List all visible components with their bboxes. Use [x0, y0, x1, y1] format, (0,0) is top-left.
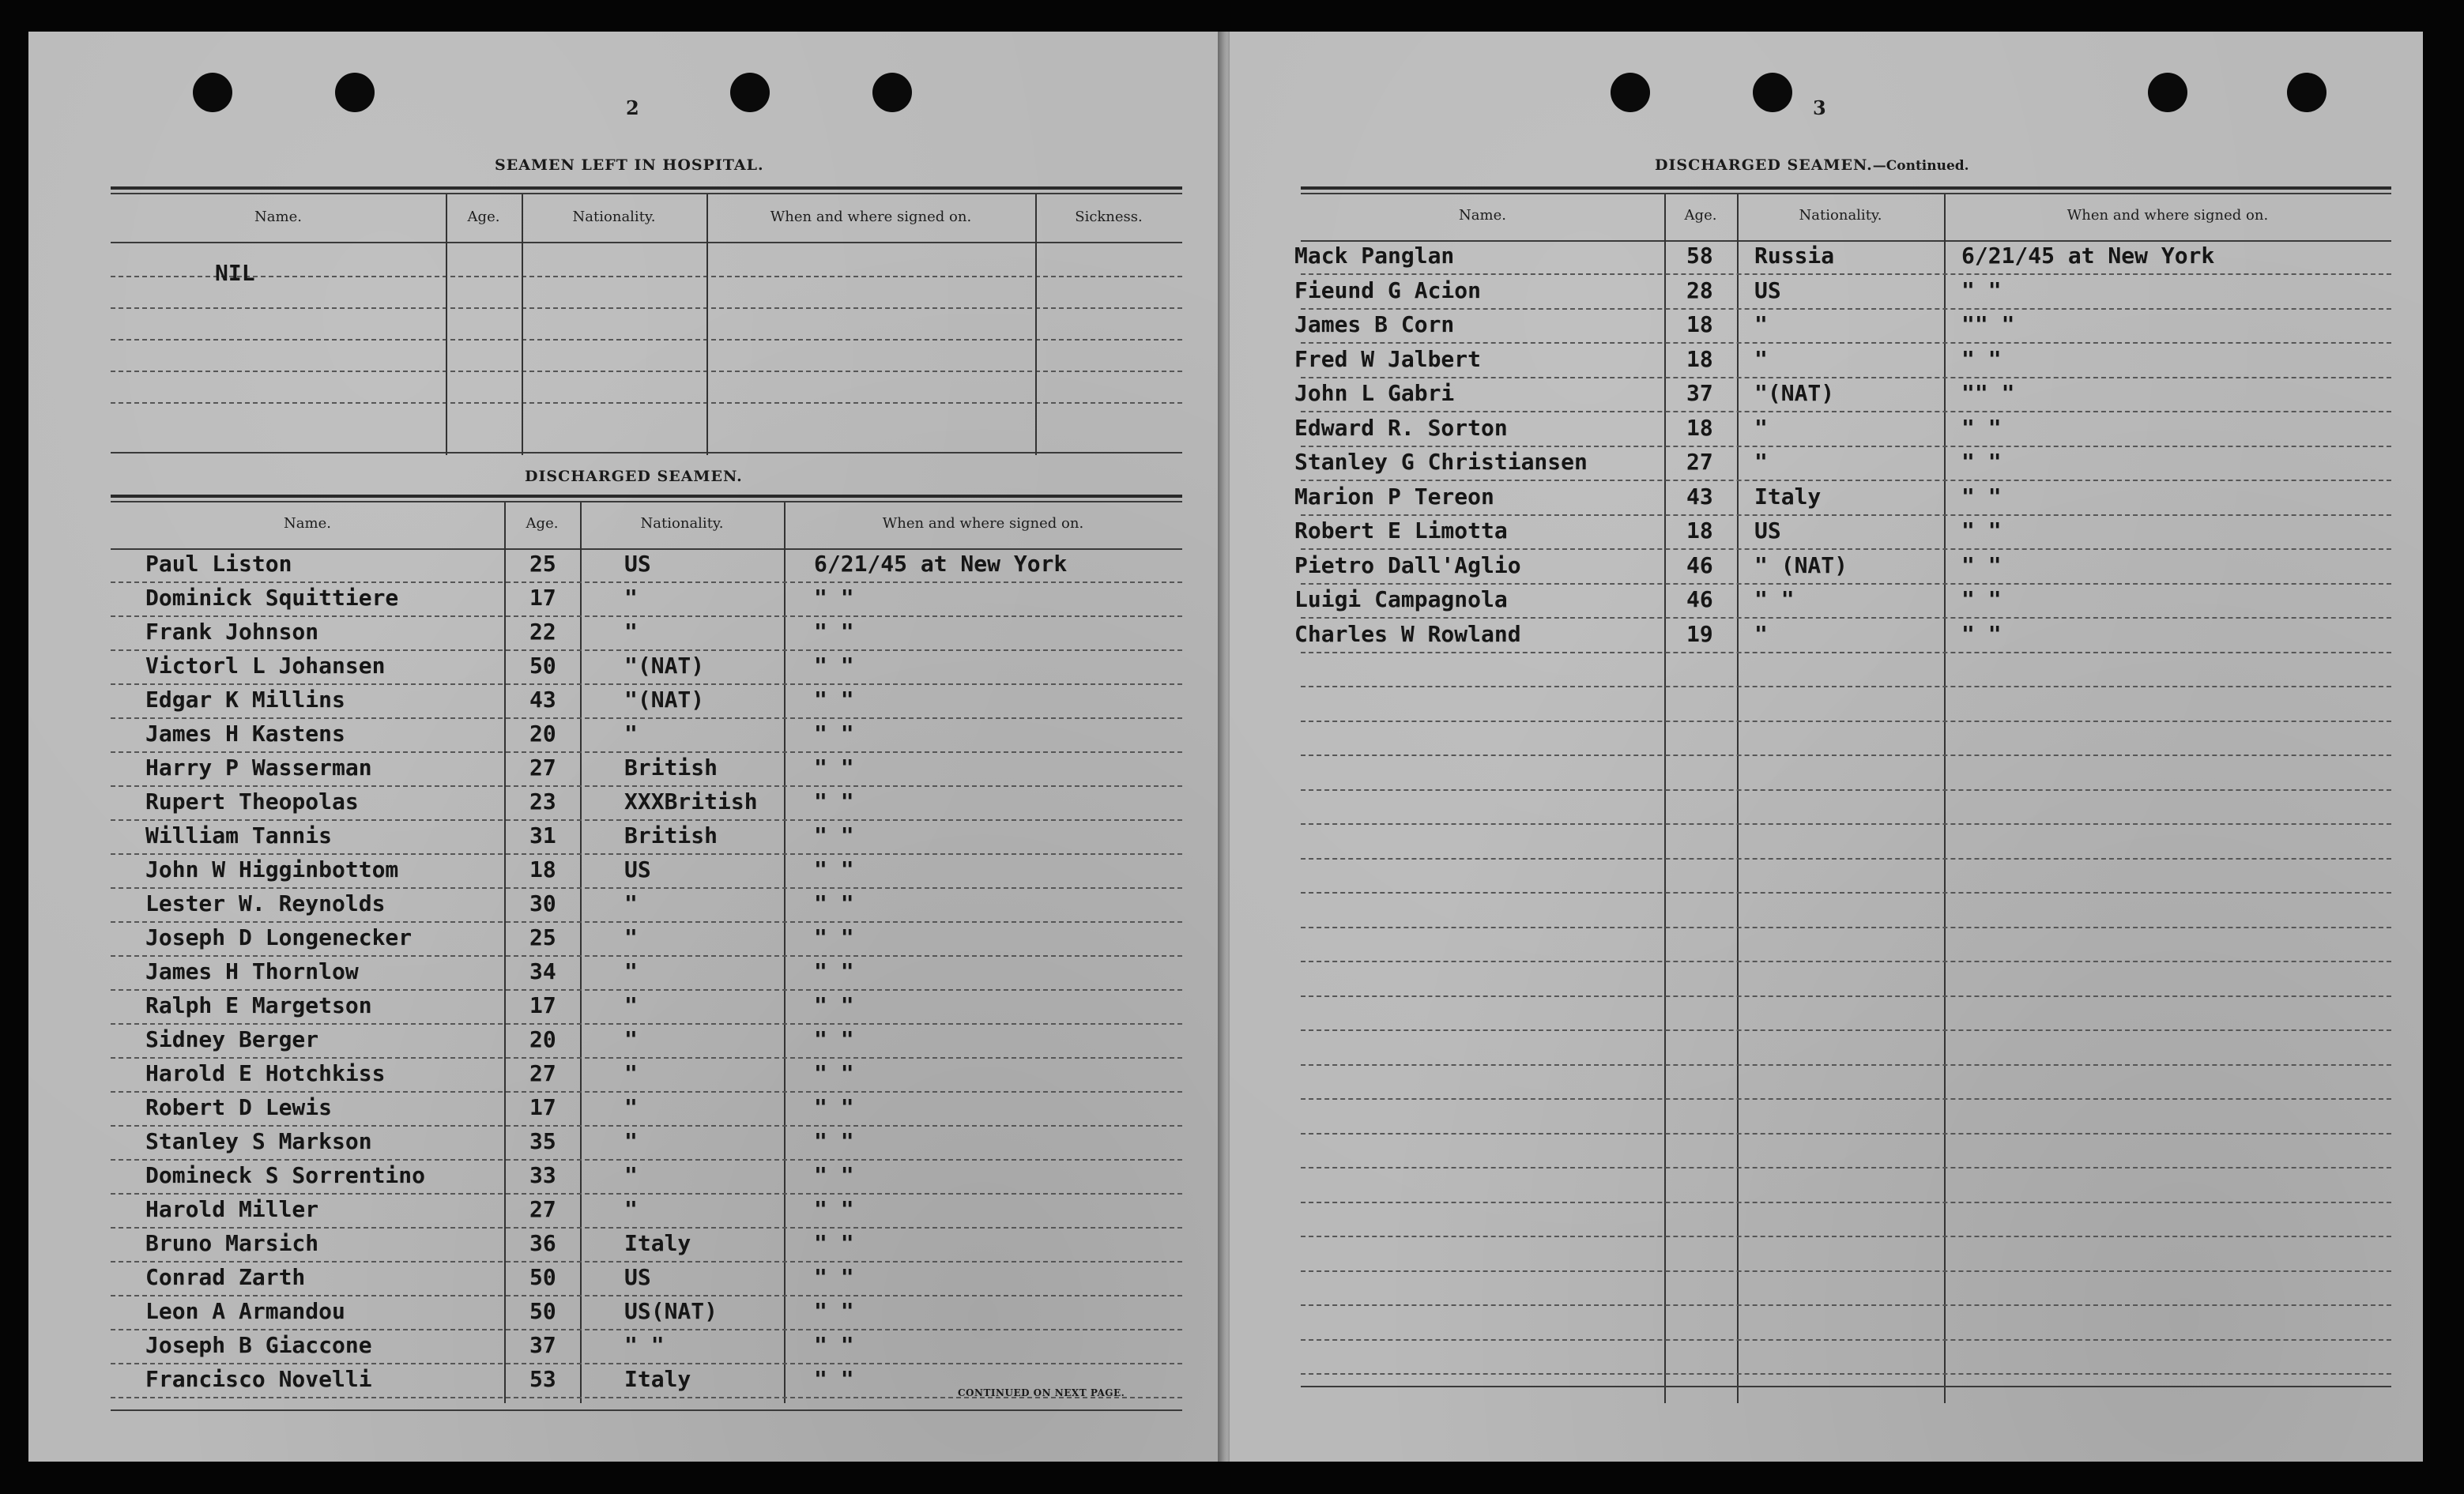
- seaman-nationality: ": [624, 992, 638, 1018]
- seaman-signed-on: " ": [814, 1196, 854, 1222]
- seaman-signed-on: " ": [814, 585, 854, 611]
- seaman-name: Ralph E Margetson: [145, 992, 372, 1018]
- punch-hole: [2287, 73, 2326, 112]
- discharged-table-left: [111, 495, 1182, 1409]
- seaman-nationality: ": [624, 1094, 638, 1120]
- seaman-name: Stanley S Markson: [145, 1128, 372, 1154]
- seaman-name: Robert E Limotta: [1294, 517, 1508, 544]
- seaman-nationality: British: [624, 755, 718, 781]
- seaman-age: 17: [529, 992, 556, 1018]
- seaman-name: Sidney Berger: [145, 1026, 319, 1052]
- seaman-name: Conrad Zarth: [145, 1264, 306, 1290]
- header-age: Age.: [467, 209, 500, 225]
- seaman-signed-on: " ": [814, 1332, 854, 1358]
- discharged-continued-title: [1655, 156, 1969, 174]
- hospital-section-title: SEAMEN LEFT IN HOSPITAL.: [495, 156, 764, 174]
- seaman-age: 20: [529, 1026, 556, 1052]
- seaman-age: 50: [529, 653, 556, 679]
- seaman-name: Fred W Jalbert: [1294, 345, 1482, 372]
- header-when-where: When and where signed on.: [770, 209, 972, 225]
- header-when-where: When and where signed on.: [882, 515, 1084, 532]
- seaman-age: 23: [529, 788, 556, 815]
- seaman-name: Dominick Squittiere: [145, 585, 399, 611]
- punch-hole: [1753, 73, 1792, 112]
- seaman-signed-on: " ": [814, 1094, 854, 1120]
- seaman-name: Marion P Tereon: [1294, 483, 1494, 510]
- seaman-signed-on: " ": [1961, 551, 2002, 578]
- punch-hole: [193, 73, 232, 112]
- seaman-name: James B Corn: [1294, 311, 1455, 337]
- seaman-age: 28: [1686, 277, 1713, 303]
- seaman-signed-on: " ": [814, 1162, 854, 1188]
- header-nationality: Nationality.: [572, 209, 656, 225]
- seaman-nationality: ": [624, 585, 638, 611]
- header-name: Name.: [254, 209, 302, 225]
- seaman-name: Joseph D Longenecker: [145, 924, 413, 950]
- seaman-name: Fieund G Acion: [1294, 277, 1482, 303]
- seaman-name: Edgar K Millins: [145, 687, 345, 713]
- seaman-age: 18: [529, 856, 556, 882]
- right-page: [1230, 32, 2423, 1462]
- seaman-name: Edward R. Sorton: [1294, 414, 1508, 441]
- seaman-name: Francisco Novelli: [145, 1366, 372, 1392]
- seaman-signed-on: 6/21/45 at New York: [1961, 243, 2215, 269]
- seaman-age: 18: [1686, 311, 1713, 337]
- seaman-age: 53: [529, 1366, 556, 1392]
- seaman-name: Paul Liston: [145, 551, 292, 577]
- header-name: Name.: [284, 515, 331, 532]
- seaman-signed-on: " ": [814, 687, 854, 713]
- seaman-age: 18: [1686, 414, 1713, 441]
- seaman-signed-on: " ": [814, 1026, 854, 1052]
- seaman-signed-on: " ": [1961, 586, 2002, 612]
- seaman-nationality: " ": [624, 1332, 665, 1358]
- seaman-name: Lester W. Reynolds: [145, 890, 386, 916]
- seaman-age: 20: [529, 721, 556, 747]
- seaman-age: 43: [529, 687, 556, 713]
- seaman-signed-on: "" ": [1961, 311, 2015, 337]
- seaman-name: Robert D Lewis: [145, 1094, 333, 1120]
- seaman-age: 25: [529, 924, 556, 950]
- seaman-nationality: British: [624, 822, 718, 849]
- seaman-signed-on: " ": [1961, 414, 2002, 441]
- seaman-nationality: ": [624, 1026, 638, 1052]
- seaman-signed-on: " ": [814, 822, 854, 849]
- seaman-age: 22: [529, 619, 556, 645]
- seaman-age: 36: [529, 1230, 556, 1256]
- seaman-age: 19: [1686, 620, 1713, 647]
- header-age: Age.: [526, 515, 559, 532]
- discharged-section-title: DISCHARGED SEAMEN.: [525, 468, 743, 485]
- seaman-name: Victorl L Johansen: [145, 653, 386, 679]
- seaman-signed-on: "" ": [1961, 380, 2015, 406]
- section-title-text: DISCHARGED SEAMEN.: [1655, 156, 1873, 174]
- seaman-name: Charles W Rowland: [1294, 620, 1521, 647]
- seaman-nationality: ": [1754, 449, 1768, 475]
- punch-hole: [1611, 73, 1650, 112]
- seaman-nationality: ": [624, 1196, 638, 1222]
- seaman-nationality: US: [1754, 277, 1781, 303]
- seaman-nationality: "(NAT): [624, 653, 705, 679]
- seaman-age: 25: [529, 551, 556, 577]
- seaman-nationality: " ": [1754, 586, 1795, 612]
- seaman-signed-on: " ": [814, 1230, 854, 1256]
- seaman-nationality: ": [624, 1060, 638, 1086]
- seaman-age: 50: [529, 1298, 556, 1324]
- seaman-nationality: ": [1754, 345, 1768, 372]
- header-nationality: Nationality.: [640, 515, 724, 532]
- seaman-age: 58: [1686, 243, 1713, 269]
- seaman-nationality: ": [624, 958, 638, 984]
- seaman-name: Leon A Armandou: [145, 1298, 345, 1324]
- seaman-age: 35: [529, 1128, 556, 1154]
- seaman-signed-on: " ": [1961, 517, 2002, 544]
- seaman-age: 17: [529, 1094, 556, 1120]
- seaman-nationality: ": [624, 890, 638, 916]
- seaman-age: 27: [1686, 449, 1713, 475]
- seaman-nationality: ": [624, 619, 638, 645]
- seaman-signed-on: " ": [814, 721, 854, 747]
- punch-hole: [730, 73, 770, 112]
- seaman-signed-on: " ": [814, 653, 854, 679]
- page-number: 2: [626, 96, 639, 119]
- hospital-entry: NIL: [215, 260, 255, 286]
- seaman-name: Domineck S Sorrentino: [145, 1162, 426, 1188]
- seaman-signed-on: " ": [814, 856, 854, 882]
- seaman-name: Harold E Hotchkiss: [145, 1060, 386, 1086]
- seaman-name: Pietro Dall'Aglio: [1294, 551, 1521, 578]
- seaman-name: Mack Panglan: [1294, 243, 1455, 269]
- seaman-name: Frank Johnson: [145, 619, 319, 645]
- seaman-signed-on: " ": [814, 992, 854, 1018]
- punch-hole: [872, 73, 912, 112]
- seaman-age: 50: [529, 1264, 556, 1290]
- seaman-age: 27: [529, 1196, 556, 1222]
- left-page: [28, 32, 1222, 1462]
- seaman-name: Bruno Marsich: [145, 1230, 319, 1256]
- punch-hole: [335, 73, 375, 112]
- seaman-name: Harold Miller: [145, 1196, 319, 1222]
- seaman-signed-on: " ": [814, 619, 854, 645]
- seaman-nationality: US: [624, 856, 651, 882]
- seaman-signed-on: " ": [814, 755, 854, 781]
- seaman-name: James H Kastens: [145, 721, 345, 747]
- seaman-name: James H Thornlow: [145, 958, 359, 984]
- seaman-age: 37: [1686, 380, 1713, 406]
- seaman-age: 27: [529, 755, 556, 781]
- seaman-nationality: ": [624, 1128, 638, 1154]
- continued-note: CONTINUED ON NEXT PAGE.: [958, 1387, 1125, 1398]
- seaman-signed-on: " ": [1961, 483, 2002, 510]
- seaman-nationality: US: [624, 1264, 651, 1290]
- seaman-nationality: "(NAT): [1754, 380, 1835, 406]
- seaman-nationality: Italy: [624, 1366, 691, 1392]
- seaman-name: Joseph B Giaccone: [145, 1332, 372, 1358]
- header-nationality: Nationality.: [1799, 207, 1882, 224]
- seaman-signed-on: 6/21/45 at New York: [814, 551, 1068, 577]
- seaman-nationality: Italy: [624, 1230, 691, 1256]
- seaman-age: 18: [1686, 517, 1713, 544]
- seaman-age: 46: [1686, 551, 1713, 578]
- seaman-signed-on: " ": [814, 1128, 854, 1154]
- seaman-name: Harry P Wasserman: [145, 755, 372, 781]
- seaman-signed-on: " ": [814, 924, 854, 950]
- seaman-nationality: ": [1754, 620, 1768, 647]
- seaman-nationality: ": [624, 721, 638, 747]
- header-sickness: Sickness.: [1075, 209, 1143, 225]
- section-title-suffix: —Continued.: [1872, 158, 1969, 174]
- hospital-table: [111, 186, 1182, 455]
- seaman-nationality: Russia: [1754, 243, 1835, 269]
- seaman-age: 31: [529, 822, 556, 849]
- seaman-age: 27: [529, 1060, 556, 1086]
- seaman-age: 37: [529, 1332, 556, 1358]
- seaman-nationality: ": [1754, 414, 1768, 441]
- seaman-age: 18: [1686, 345, 1713, 372]
- seaman-signed-on: " ": [1961, 449, 2002, 475]
- seaman-signed-on: " ": [814, 788, 854, 815]
- seaman-name: Rupert Theopolas: [145, 788, 359, 815]
- punch-hole: [2148, 73, 2187, 112]
- seaman-nationality: " (NAT): [1754, 551, 1848, 578]
- seaman-age: 43: [1686, 483, 1713, 510]
- seaman-signed-on: " ": [814, 958, 854, 984]
- seaman-nationality: "(NAT): [624, 687, 705, 713]
- seaman-name: John L Gabri: [1294, 380, 1455, 406]
- seaman-name: Luigi Campagnola: [1294, 586, 1508, 612]
- seaman-nationality: Italy: [1754, 483, 1822, 510]
- seaman-signed-on: " ": [1961, 277, 2002, 303]
- header-when-where: When and where signed on.: [2067, 207, 2269, 224]
- seaman-nationality: XXXBritish: [624, 788, 758, 815]
- seaman-signed-on: " ": [814, 890, 854, 916]
- seaman-signed-on: " ": [814, 1366, 854, 1392]
- seaman-signed-on: " ": [1961, 345, 2002, 372]
- seaman-nationality: ": [624, 924, 638, 950]
- seaman-name: John W Higginbottom: [145, 856, 399, 882]
- seaman-signed-on: " ": [814, 1060, 854, 1086]
- page-number: 3: [1813, 96, 1826, 119]
- header-name: Name.: [1459, 207, 1506, 224]
- seaman-signed-on: " ": [814, 1264, 854, 1290]
- seaman-age: 34: [529, 958, 556, 984]
- seaman-nationality: US(NAT): [624, 1298, 718, 1324]
- seaman-name: William Tannis: [145, 822, 333, 849]
- seaman-signed-on: " ": [1961, 620, 2002, 647]
- seaman-age: 33: [529, 1162, 556, 1188]
- seaman-nationality: ": [624, 1162, 638, 1188]
- seaman-signed-on: " ": [814, 1298, 854, 1324]
- discharged-table-right: [1294, 186, 2391, 1409]
- seaman-nationality: US: [624, 551, 651, 577]
- seaman-age: 46: [1686, 586, 1713, 612]
- seaman-age: 30: [529, 890, 556, 916]
- seaman-name: Stanley G Christiansen: [1294, 449, 1588, 475]
- seaman-age: 17: [529, 585, 556, 611]
- header-age: Age.: [1684, 207, 1717, 224]
- seaman-nationality: ": [1754, 311, 1768, 337]
- seaman-nationality: US: [1754, 517, 1781, 544]
